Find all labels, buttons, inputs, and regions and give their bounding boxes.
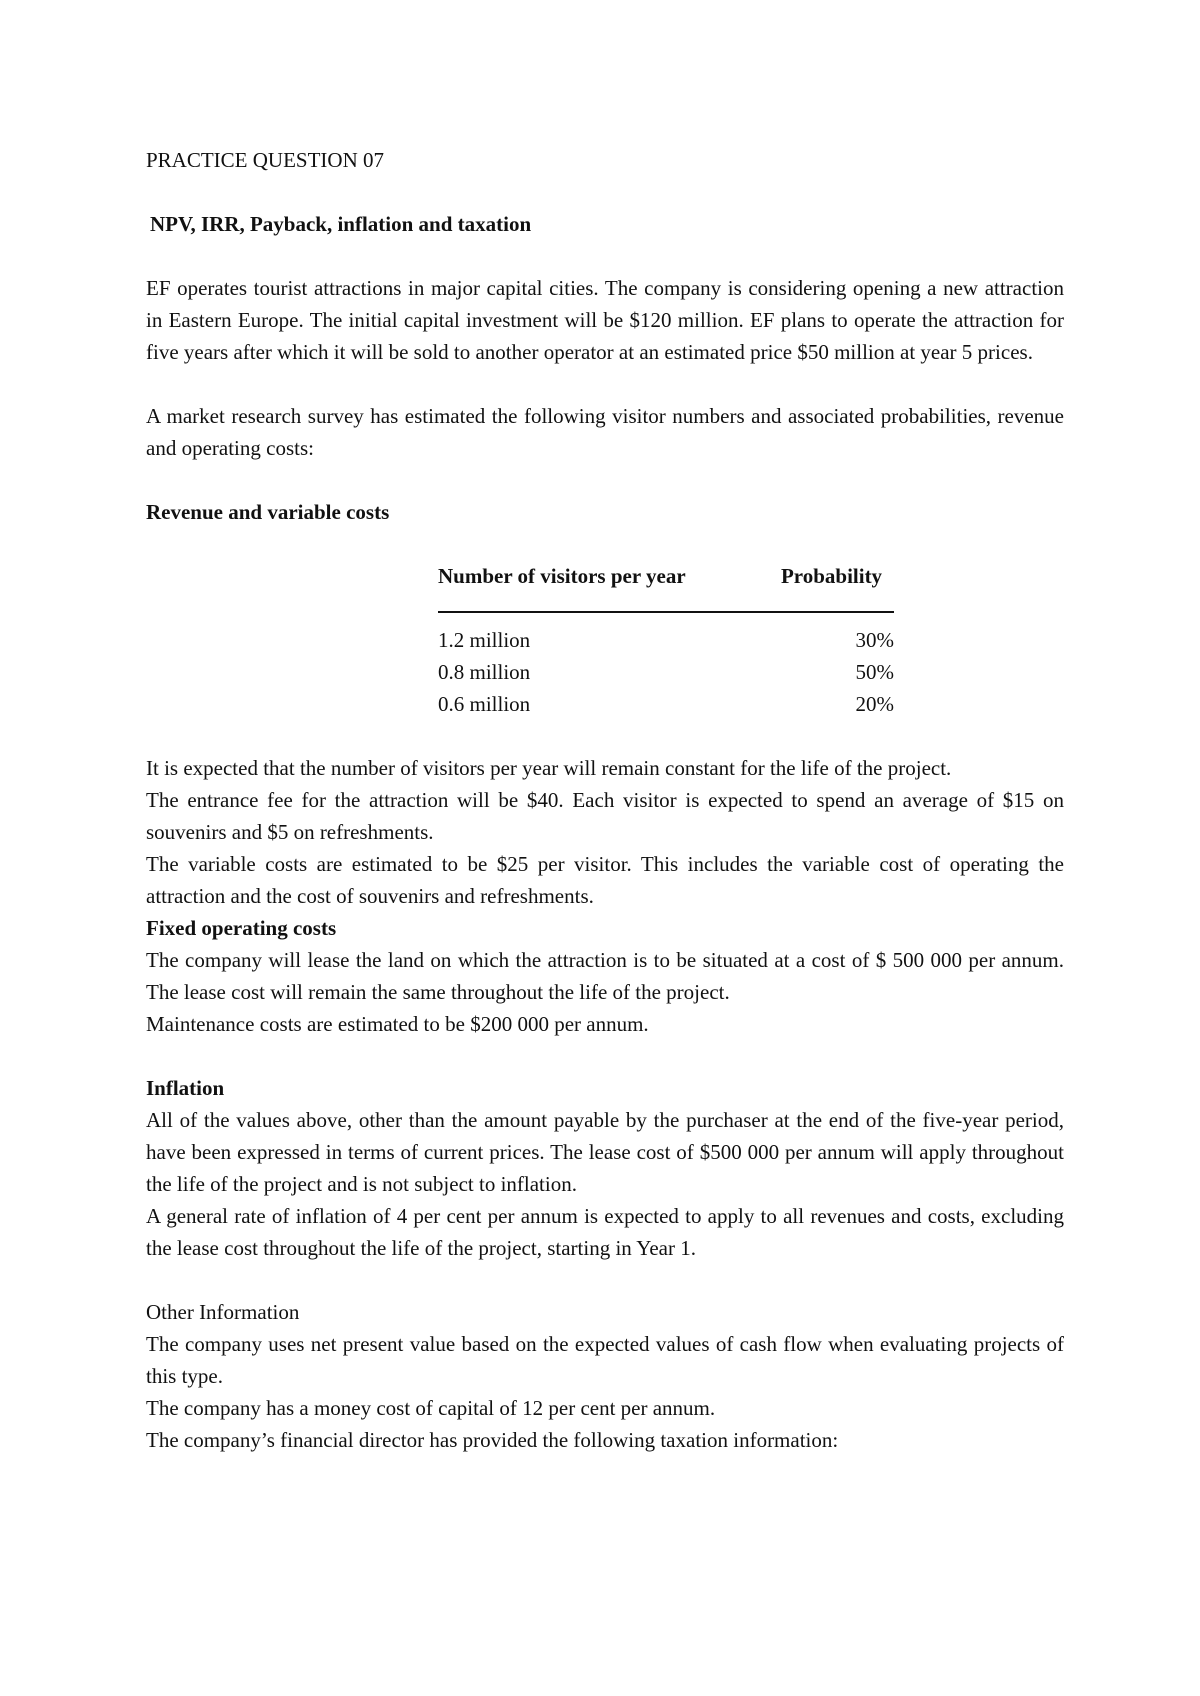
other-info-paragraph-1: The company uses net present value based on the expected values of cash flow when evaluating projects of this type.	[146, 1332, 1064, 1388]
revenue-paragraph-3: The variable costs are estimated to be $25 per visitor. This includes the variable cost of operating the attraction and the cost of souvenirs and refreshments.	[146, 852, 1064, 908]
revenue-paragraph-1: It is expected that the number of visitors per year will remain constant for the life of the project.	[146, 756, 952, 780]
table-cell-visitors: 0.8 million	[438, 660, 531, 684]
revenue-paragraph-2: The entrance fee for the attraction will be $40. Each visitor is expected to spend an average of $15 on souvenirs and $5 on refreshments.	[146, 788, 1064, 844]
table-row	[438, 688, 894, 720]
inflation-heading: Inflation	[146, 1076, 225, 1100]
table-header-row	[438, 560, 894, 592]
table-header-visitors: Number of visitors per year	[438, 564, 686, 588]
intro-paragraph-1: EF operates tourist attractions in major capital cities. The company is considering opening a new attraction in Eastern Europe. The initial capital investment will be $120 million. EF plans to operate the attraction for five years after which it will be sold to another operator at an estimated price $50 million at year 5 prices.	[146, 276, 1064, 364]
table-cell-probability: 20%	[855, 692, 894, 716]
inflation-paragraph-2: A general rate of inflation of 4 per cent per annum is expected to apply to all revenues and costs, excluding the lease cost throughout the life of the project, starting in Year 1.	[146, 1204, 1064, 1260]
table-row	[438, 656, 894, 688]
document-subtitle: NPV, IRR, Payback, inflation and taxation	[150, 212, 532, 236]
table-divider	[438, 592, 894, 624]
fixed-costs-paragraph-1: The company will lease the land on which the attraction is to be situated at a cost of $ 500 000 per annum. The lease cost will remain the same throughout the life of the project.	[146, 948, 1064, 1004]
document-page	[146, 144, 1064, 1456]
other-info-paragraph-3: The company’s financial director has provided the following taxation information:	[146, 1428, 839, 1452]
table-cell-visitors: 0.6 million	[438, 692, 531, 716]
revenue-heading: Revenue and variable costs	[146, 500, 390, 524]
table-cell-probability: 30%	[855, 628, 894, 652]
inflation-paragraph-1: All of the values above, other than the amount payable by the purchaser at the end of the five-year period, have been expressed in terms of current prices. The lease cost of $500 000 per annum will apply throughout the life of the project and is not subject to inflation.	[146, 1108, 1064, 1196]
intro-paragraph-2: A market research survey has estimated the following visitor numbers and associated probabilities, revenue and operating costs:	[146, 404, 1064, 460]
other-info-paragraph-2: The company has a money cost of capital of 12 per cent per annum.	[146, 1396, 716, 1420]
visitor-probability-table	[438, 560, 894, 720]
other-info-heading: Other Information	[146, 1300, 300, 1324]
table-cell-visitors: 1.2 million	[438, 628, 531, 652]
table-row	[438, 624, 894, 656]
table-header-probability: Probability	[780, 564, 883, 588]
table-cell-probability: 50%	[855, 660, 894, 684]
fixed-costs-heading: Fixed operating costs	[146, 916, 337, 940]
document-title: PRACTICE QUESTION 07	[146, 148, 385, 172]
fixed-costs-paragraph-2: Maintenance costs are estimated to be $200 000 per annum.	[146, 1012, 649, 1036]
